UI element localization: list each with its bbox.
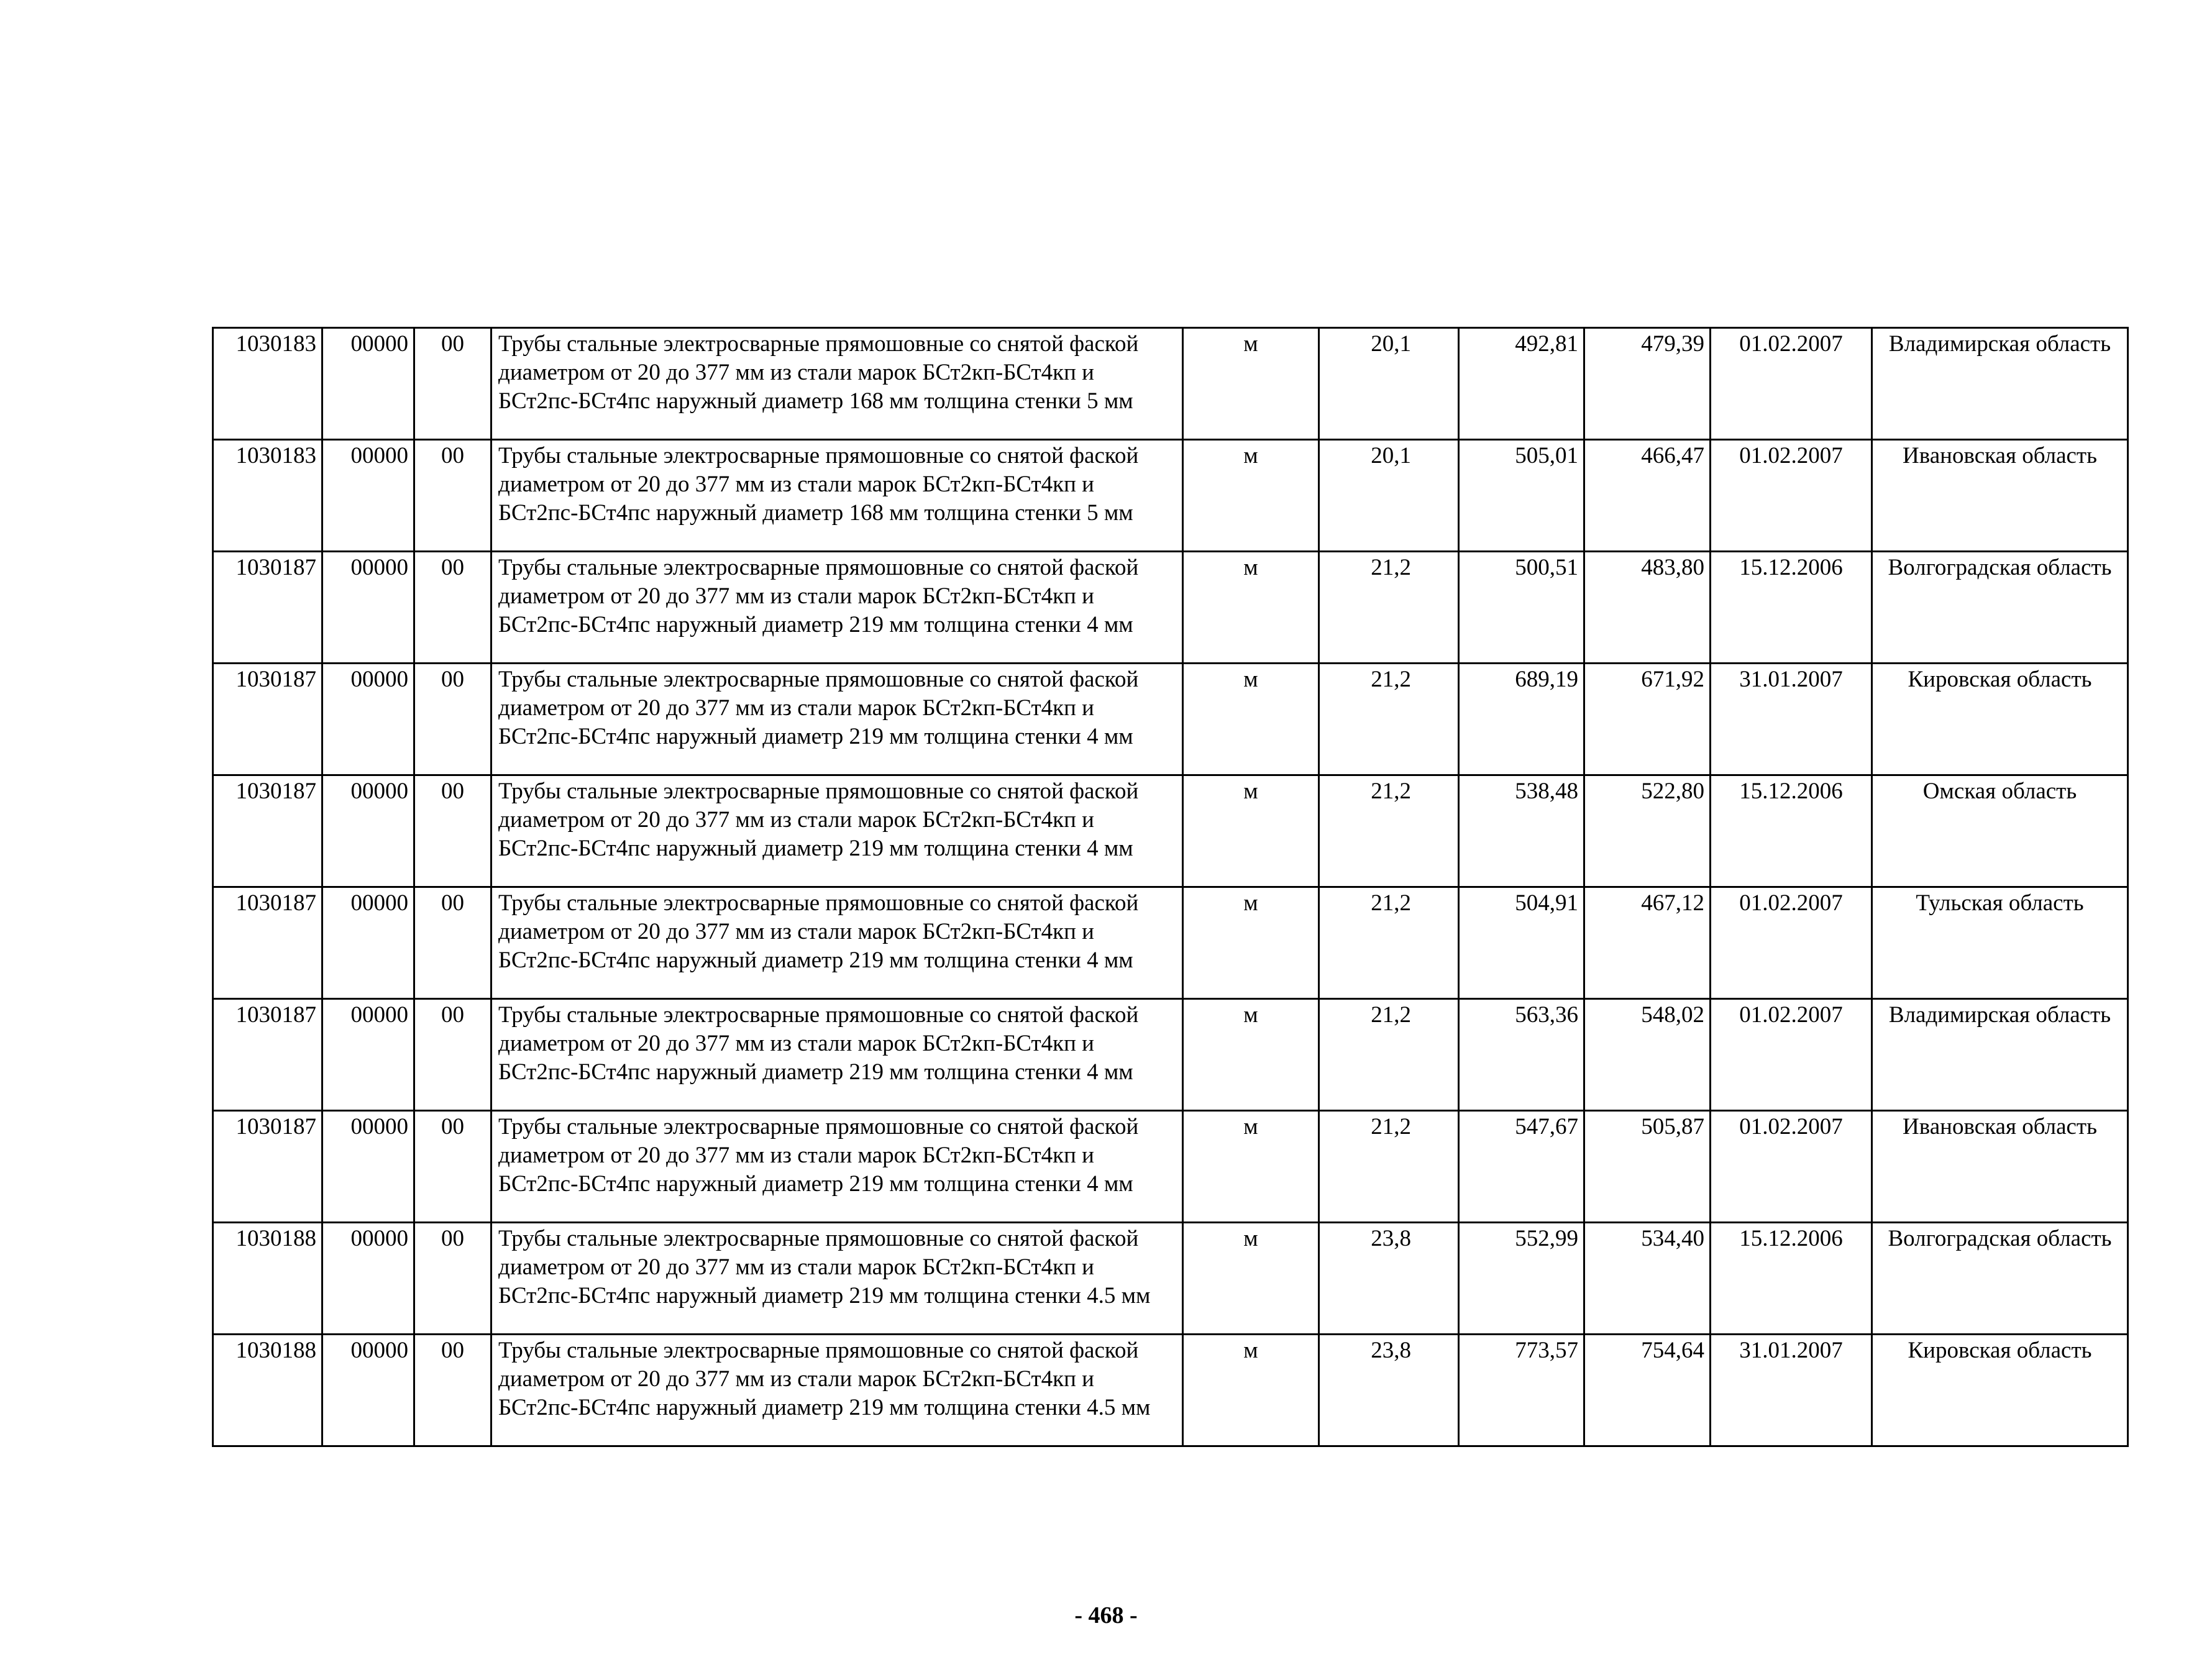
subcode-cell: 00000 [322,664,414,775]
subcode-cell: 00000 [322,552,414,664]
code-cell: 1030187 [213,552,322,664]
quantity-cell: 20,1 [1319,440,1459,552]
price-2-cell: 467,12 [1584,887,1711,999]
date-cell: 01.02.2007 [1711,328,1872,440]
region-cell: Кировская область [1872,664,2128,775]
quantity-cell: 21,2 [1319,552,1459,664]
quantity-cell: 20,1 [1319,328,1459,440]
date-cell: 01.02.2007 [1711,999,1872,1111]
date-cell: 01.02.2007 [1711,887,1872,999]
unit-cell: м [1183,664,1319,775]
unit-cell: м [1183,1111,1319,1223]
suffix-cell: 00 [414,1111,491,1223]
code-cell: 1030187 [213,664,322,775]
price-1-cell: 563,36 [1459,999,1584,1111]
price-2-cell: 479,39 [1584,328,1711,440]
quantity-cell: 23,8 [1319,1223,1459,1335]
price-1-cell: 538,48 [1459,775,1584,887]
price-1-cell: 547,67 [1459,1111,1584,1223]
price-2-cell: 548,02 [1584,999,1711,1111]
price-2-cell: 466,47 [1584,440,1711,552]
region-cell: Владимирская область [1872,328,2128,440]
price-1-cell: 500,51 [1459,552,1584,664]
region-cell: Ивановская область [1872,440,2128,552]
table-row [213,775,2128,887]
unit-cell: м [1183,328,1319,440]
code-cell: 1030183 [213,440,322,552]
date-cell: 15.12.2006 [1711,1223,1872,1335]
table-row [213,1335,2128,1446]
suffix-cell: 00 [414,440,491,552]
suffix-cell: 00 [414,552,491,664]
quantity-cell: 21,2 [1319,887,1459,999]
code-cell: 1030188 [213,1335,322,1446]
price-1-cell: 492,81 [1459,328,1584,440]
date-cell: 01.02.2007 [1711,440,1872,552]
code-cell: 1030188 [213,1223,322,1335]
quantity-cell: 21,2 [1319,1111,1459,1223]
suffix-cell: 00 [414,999,491,1111]
suffix-cell: 00 [414,775,491,887]
name-cell: Трубы стальные электросварные прямошовные со снятой фаской диаметром от 20 до 377 мм из стали марок БСт2кп-БСт4кп и БСт2пс-БСт4пс наружный диаметр 219 мм толщина стенки 4 мм [491,664,1183,775]
subcode-cell: 00000 [322,1335,414,1446]
date-cell: 31.01.2007 [1711,664,1872,775]
code-cell: 1030187 [213,999,322,1111]
date-cell: 01.02.2007 [1711,1111,1872,1223]
name-cell: Трубы стальные электросварные прямошовные со снятой фаской диаметром от 20 до 377 мм из стали марок БСт2кп-БСт4кп и БСт2пс-БСт4пс наружный диаметр 168 мм толщина стенки 5 мм [491,328,1183,440]
suffix-cell: 00 [414,664,491,775]
subcode-cell: 00000 [322,1223,414,1335]
suffix-cell: 00 [414,1335,491,1446]
quantity-cell: 21,2 [1319,775,1459,887]
price-2-cell: 522,80 [1584,775,1711,887]
table-body [213,328,2128,1446]
name-cell: Трубы стальные электросварные прямошовные со снятой фаской диаметром от 20 до 377 мм из стали марок БСт2кп-БСт4кп и БСт2пс-БСт4пс наружный диаметр 219 мм толщина стенки 4 мм [491,887,1183,999]
region-cell: Владимирская область [1872,999,2128,1111]
region-cell: Ивановская область [1872,1111,2128,1223]
region-cell: Омская область [1872,775,2128,887]
price-1-cell: 505,01 [1459,440,1584,552]
subcode-cell: 00000 [322,887,414,999]
table-row [213,1111,2128,1223]
subcode-cell: 00000 [322,328,414,440]
suffix-cell: 00 [414,1223,491,1335]
name-cell: Трубы стальные электросварные прямошовные со снятой фаской диаметром от 20 до 377 мм из стали марок БСт2кп-БСт4кп и БСт2пс-БСт4пс наружный диаметр 219 мм толщина стенки 4 мм [491,1111,1183,1223]
unit-cell: м [1183,887,1319,999]
name-cell: Трубы стальные электросварные прямошовные со снятой фаской диаметром от 20 до 377 мм из стали марок БСт2кп-БСт4кп и БСт2пс-БСт4пс наружный диаметр 219 мм толщина стенки 4 мм [491,999,1183,1111]
region-cell: Волгоградская область [1872,552,2128,664]
code-cell: 1030187 [213,1111,322,1223]
name-cell: Трубы стальные электросварные прямошовные со снятой фаской диаметром от 20 до 377 мм из стали марок БСт2кп-БСт4кп и БСт2пс-БСт4пс наружный диаметр 219 мм толщина стенки 4.5 мм [491,1223,1183,1335]
quantity-cell: 23,8 [1319,1335,1459,1446]
table-row [213,999,2128,1111]
price-2-cell: 505,87 [1584,1111,1711,1223]
code-cell: 1030183 [213,328,322,440]
subcode-cell: 00000 [322,999,414,1111]
unit-cell: м [1183,1335,1319,1446]
quantity-cell: 21,2 [1319,664,1459,775]
unit-cell: м [1183,999,1319,1111]
code-cell: 1030187 [213,887,322,999]
table-row [213,887,2128,999]
subcode-cell: 00000 [322,1111,414,1223]
date-cell: 15.12.2006 [1711,552,1872,664]
name-cell: Трубы стальные электросварные прямошовные со снятой фаской диаметром от 20 до 377 мм из стали марок БСт2кп-БСт4кп и БСт2пс-БСт4пс наружный диаметр 168 мм толщина стенки 5 мм [491,440,1183,552]
table-row [213,664,2128,775]
region-cell: Тульская область [1872,887,2128,999]
table-row [213,440,2128,552]
price-table [212,327,2129,1447]
table-row [213,552,2128,664]
table-row [213,328,2128,440]
unit-cell: м [1183,775,1319,887]
price-2-cell: 483,80 [1584,552,1711,664]
page-number: - 468 - [1074,1602,1138,1628]
name-cell: Трубы стальные электросварные прямошовные со снятой фаской диаметром от 20 до 377 мм из стали марок БСт2кп-БСт4кп и БСт2пс-БСт4пс наружный диаметр 219 мм толщина стенки 4 мм [491,775,1183,887]
price-2-cell: 534,40 [1584,1223,1711,1335]
date-cell: 15.12.2006 [1711,775,1872,887]
unit-cell: м [1183,552,1319,664]
region-cell: Кировская область [1872,1335,2128,1446]
suffix-cell: 00 [414,887,491,999]
price-1-cell: 689,19 [1459,664,1584,775]
price-1-cell: 552,99 [1459,1223,1584,1335]
price-1-cell: 504,91 [1459,887,1584,999]
unit-cell: м [1183,440,1319,552]
suffix-cell: 00 [414,328,491,440]
subcode-cell: 00000 [322,440,414,552]
region-cell: Волгоградская область [1872,1223,2128,1335]
price-2-cell: 754,64 [1584,1335,1711,1446]
name-cell: Трубы стальные электросварные прямошовные со снятой фаской диаметром от 20 до 377 мм из стали марок БСт2кп-БСт4кп и БСт2пс-БСт4пс наружный диаметр 219 мм толщина стенки 4 мм [491,552,1183,664]
name-cell: Трубы стальные электросварные прямошовные со снятой фаской диаметром от 20 до 377 мм из стали марок БСт2кп-БСт4кп и БСт2пс-БСт4пс наружный диаметр 219 мм толщина стенки 4.5 мм [491,1335,1183,1446]
price-1-cell: 773,57 [1459,1335,1584,1446]
table-row [213,1223,2128,1335]
price-2-cell: 671,92 [1584,664,1711,775]
unit-cell: м [1183,1223,1319,1335]
subcode-cell: 00000 [322,775,414,887]
quantity-cell: 21,2 [1319,999,1459,1111]
date-cell: 31.01.2007 [1711,1335,1872,1446]
code-cell: 1030187 [213,775,322,887]
